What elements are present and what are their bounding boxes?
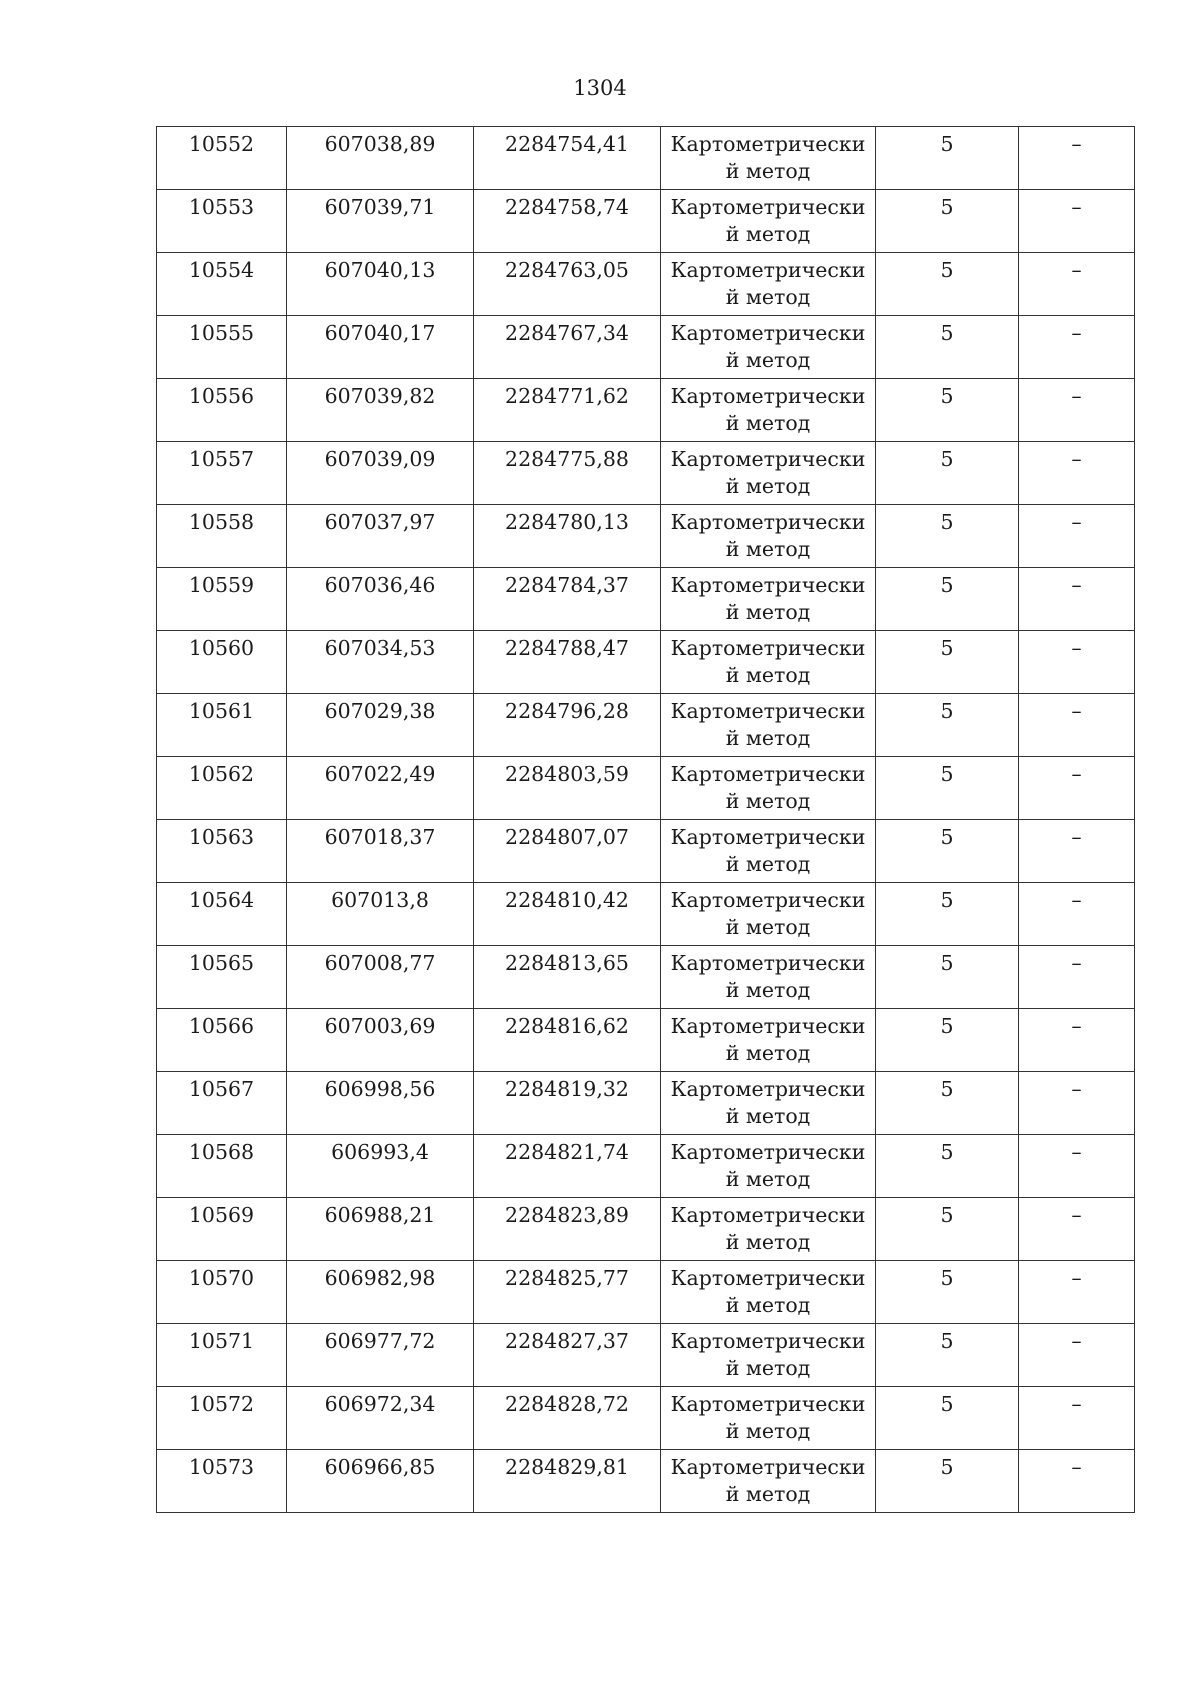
accuracy-cell: 5	[876, 820, 1019, 883]
description-cell: –	[1019, 631, 1135, 694]
x-coordinate-cell: 607037,97	[287, 505, 474, 568]
point-number-cell: 10554	[157, 253, 287, 316]
method-cell: Картометрический метод	[661, 1009, 876, 1072]
method-cell: Картометрический метод	[661, 1135, 876, 1198]
accuracy-cell: 5	[876, 757, 1019, 820]
table-row	[157, 505, 1135, 568]
y-coordinate-cell: 2284775,88	[474, 442, 661, 505]
y-coordinate-cell: 2284829,81	[474, 1450, 661, 1513]
table-row	[157, 631, 1135, 694]
accuracy-cell: 5	[876, 442, 1019, 505]
table-row	[157, 820, 1135, 883]
y-coordinate-cell: 2284821,74	[474, 1135, 661, 1198]
accuracy-cell: 5	[876, 1387, 1019, 1450]
method-cell: Картометрический метод	[661, 1198, 876, 1261]
point-number-cell: 10564	[157, 883, 287, 946]
description-cell: –	[1019, 883, 1135, 946]
coordinates-table	[156, 126, 1135, 1513]
x-coordinate-cell: 607036,46	[287, 568, 474, 631]
point-number-cell: 10572	[157, 1387, 287, 1450]
table-row	[157, 253, 1135, 316]
description-cell: –	[1019, 1387, 1135, 1450]
accuracy-cell: 5	[876, 883, 1019, 946]
table-row	[157, 1324, 1135, 1387]
accuracy-cell: 5	[876, 505, 1019, 568]
accuracy-cell: 5	[876, 1261, 1019, 1324]
accuracy-cell: 5	[876, 253, 1019, 316]
table-row	[157, 379, 1135, 442]
method-cell: Картометрический метод	[661, 379, 876, 442]
y-coordinate-cell: 2284827,37	[474, 1324, 661, 1387]
description-cell: –	[1019, 1324, 1135, 1387]
y-coordinate-cell: 2284767,34	[474, 316, 661, 379]
description-cell: –	[1019, 946, 1135, 1009]
point-number-cell: 10552	[157, 127, 287, 190]
table-row	[157, 1135, 1135, 1198]
description-cell: –	[1019, 1450, 1135, 1513]
description-cell: –	[1019, 757, 1135, 820]
method-cell: Картометрический метод	[661, 946, 876, 1009]
table-row	[157, 442, 1135, 505]
table-row	[157, 316, 1135, 379]
point-number-cell: 10566	[157, 1009, 287, 1072]
point-number-cell: 10561	[157, 694, 287, 757]
method-cell: Картометрический метод	[661, 505, 876, 568]
method-cell: Картометрический метод	[661, 442, 876, 505]
point-number-cell: 10559	[157, 568, 287, 631]
accuracy-cell: 5	[876, 1450, 1019, 1513]
point-number-cell: 10557	[157, 442, 287, 505]
table-row	[157, 1450, 1135, 1513]
y-coordinate-cell: 2284825,77	[474, 1261, 661, 1324]
description-cell: –	[1019, 1009, 1135, 1072]
x-coordinate-cell: 607013,8	[287, 883, 474, 946]
method-cell: Картометрический метод	[661, 1450, 876, 1513]
description-cell: –	[1019, 1261, 1135, 1324]
method-cell: Картометрический метод	[661, 1324, 876, 1387]
accuracy-cell: 5	[876, 1072, 1019, 1135]
x-coordinate-cell: 607039,82	[287, 379, 474, 442]
method-cell: Картометрический метод	[661, 253, 876, 316]
x-coordinate-cell: 606972,34	[287, 1387, 474, 1450]
method-cell: Картометрический метод	[661, 883, 876, 946]
point-number-cell: 10571	[157, 1324, 287, 1387]
x-coordinate-cell: 606977,72	[287, 1324, 474, 1387]
y-coordinate-cell: 2284780,13	[474, 505, 661, 568]
y-coordinate-cell: 2284784,37	[474, 568, 661, 631]
description-cell: –	[1019, 1198, 1135, 1261]
accuracy-cell: 5	[876, 1009, 1019, 1072]
table-row	[157, 694, 1135, 757]
point-number-cell: 10556	[157, 379, 287, 442]
x-coordinate-cell: 607029,38	[287, 694, 474, 757]
method-cell: Картометрический метод	[661, 190, 876, 253]
x-coordinate-cell: 607022,49	[287, 757, 474, 820]
method-cell: Картометрический метод	[661, 1387, 876, 1450]
point-number-cell: 10560	[157, 631, 287, 694]
accuracy-cell: 5	[876, 127, 1019, 190]
method-cell: Картометрический метод	[661, 316, 876, 379]
method-cell: Картометрический метод	[661, 694, 876, 757]
accuracy-cell: 5	[876, 316, 1019, 379]
table-body	[157, 127, 1135, 1513]
y-coordinate-cell: 2284816,62	[474, 1009, 661, 1072]
description-cell: –	[1019, 1135, 1135, 1198]
y-coordinate-cell: 2284771,62	[474, 379, 661, 442]
description-cell: –	[1019, 442, 1135, 505]
y-coordinate-cell: 2284803,59	[474, 757, 661, 820]
table-row	[157, 568, 1135, 631]
y-coordinate-cell: 2284763,05	[474, 253, 661, 316]
x-coordinate-cell: 607039,09	[287, 442, 474, 505]
y-coordinate-cell: 2284754,41	[474, 127, 661, 190]
accuracy-cell: 5	[876, 1198, 1019, 1261]
accuracy-cell: 5	[876, 946, 1019, 1009]
description-cell: –	[1019, 379, 1135, 442]
x-coordinate-cell: 607034,53	[287, 631, 474, 694]
description-cell: –	[1019, 568, 1135, 631]
point-number-cell: 10555	[157, 316, 287, 379]
x-coordinate-cell: 607003,69	[287, 1009, 474, 1072]
point-number-cell: 10563	[157, 820, 287, 883]
description-cell: –	[1019, 820, 1135, 883]
y-coordinate-cell: 2284823,89	[474, 1198, 661, 1261]
y-coordinate-cell: 2284819,32	[474, 1072, 661, 1135]
y-coordinate-cell: 2284828,72	[474, 1387, 661, 1450]
point-number-cell: 10553	[157, 190, 287, 253]
y-coordinate-cell: 2284796,28	[474, 694, 661, 757]
description-cell: –	[1019, 694, 1135, 757]
point-number-cell: 10568	[157, 1135, 287, 1198]
table-row	[157, 1072, 1135, 1135]
method-cell: Картометрический метод	[661, 757, 876, 820]
method-cell: Картометрический метод	[661, 1261, 876, 1324]
table-row	[157, 127, 1135, 190]
accuracy-cell: 5	[876, 190, 1019, 253]
x-coordinate-cell: 607040,13	[287, 253, 474, 316]
method-cell: Картометрический метод	[661, 568, 876, 631]
table-row	[157, 1261, 1135, 1324]
page-number: 1304	[573, 76, 627, 100]
x-coordinate-cell: 606982,98	[287, 1261, 474, 1324]
x-coordinate-cell: 606988,21	[287, 1198, 474, 1261]
x-coordinate-cell: 607018,37	[287, 820, 474, 883]
method-cell: Картометрический метод	[661, 820, 876, 883]
accuracy-cell: 5	[876, 694, 1019, 757]
x-coordinate-cell: 606993,4	[287, 1135, 474, 1198]
x-coordinate-cell: 607039,71	[287, 190, 474, 253]
accuracy-cell: 5	[876, 631, 1019, 694]
description-cell: –	[1019, 316, 1135, 379]
point-number-cell: 10570	[157, 1261, 287, 1324]
point-number-cell: 10565	[157, 946, 287, 1009]
y-coordinate-cell: 2284788,47	[474, 631, 661, 694]
x-coordinate-cell: 607040,17	[287, 316, 474, 379]
table-row	[157, 883, 1135, 946]
method-cell: Картометрический метод	[661, 1072, 876, 1135]
accuracy-cell: 5	[876, 379, 1019, 442]
description-cell: –	[1019, 505, 1135, 568]
point-number-cell: 10569	[157, 1198, 287, 1261]
point-number-cell: 10573	[157, 1450, 287, 1513]
table-row	[157, 190, 1135, 253]
method-cell: Картометрический метод	[661, 631, 876, 694]
table-row	[157, 1009, 1135, 1072]
accuracy-cell: 5	[876, 568, 1019, 631]
y-coordinate-cell: 2284758,74	[474, 190, 661, 253]
table-row	[157, 946, 1135, 1009]
description-cell: –	[1019, 127, 1135, 190]
table-row	[157, 757, 1135, 820]
description-cell: –	[1019, 253, 1135, 316]
y-coordinate-cell: 2284807,07	[474, 820, 661, 883]
point-number-cell: 10558	[157, 505, 287, 568]
table-row	[157, 1198, 1135, 1261]
y-coordinate-cell: 2284813,65	[474, 946, 661, 1009]
point-number-cell: 10567	[157, 1072, 287, 1135]
table-row	[157, 1387, 1135, 1450]
x-coordinate-cell: 607038,89	[287, 127, 474, 190]
description-cell: –	[1019, 190, 1135, 253]
point-number-cell: 10562	[157, 757, 287, 820]
y-coordinate-cell: 2284810,42	[474, 883, 661, 946]
x-coordinate-cell: 606998,56	[287, 1072, 474, 1135]
accuracy-cell: 5	[876, 1135, 1019, 1198]
x-coordinate-cell: 607008,77	[287, 946, 474, 1009]
description-cell: –	[1019, 1072, 1135, 1135]
x-coordinate-cell: 606966,85	[287, 1450, 474, 1513]
method-cell: Картометрический метод	[661, 127, 876, 190]
accuracy-cell: 5	[876, 1324, 1019, 1387]
